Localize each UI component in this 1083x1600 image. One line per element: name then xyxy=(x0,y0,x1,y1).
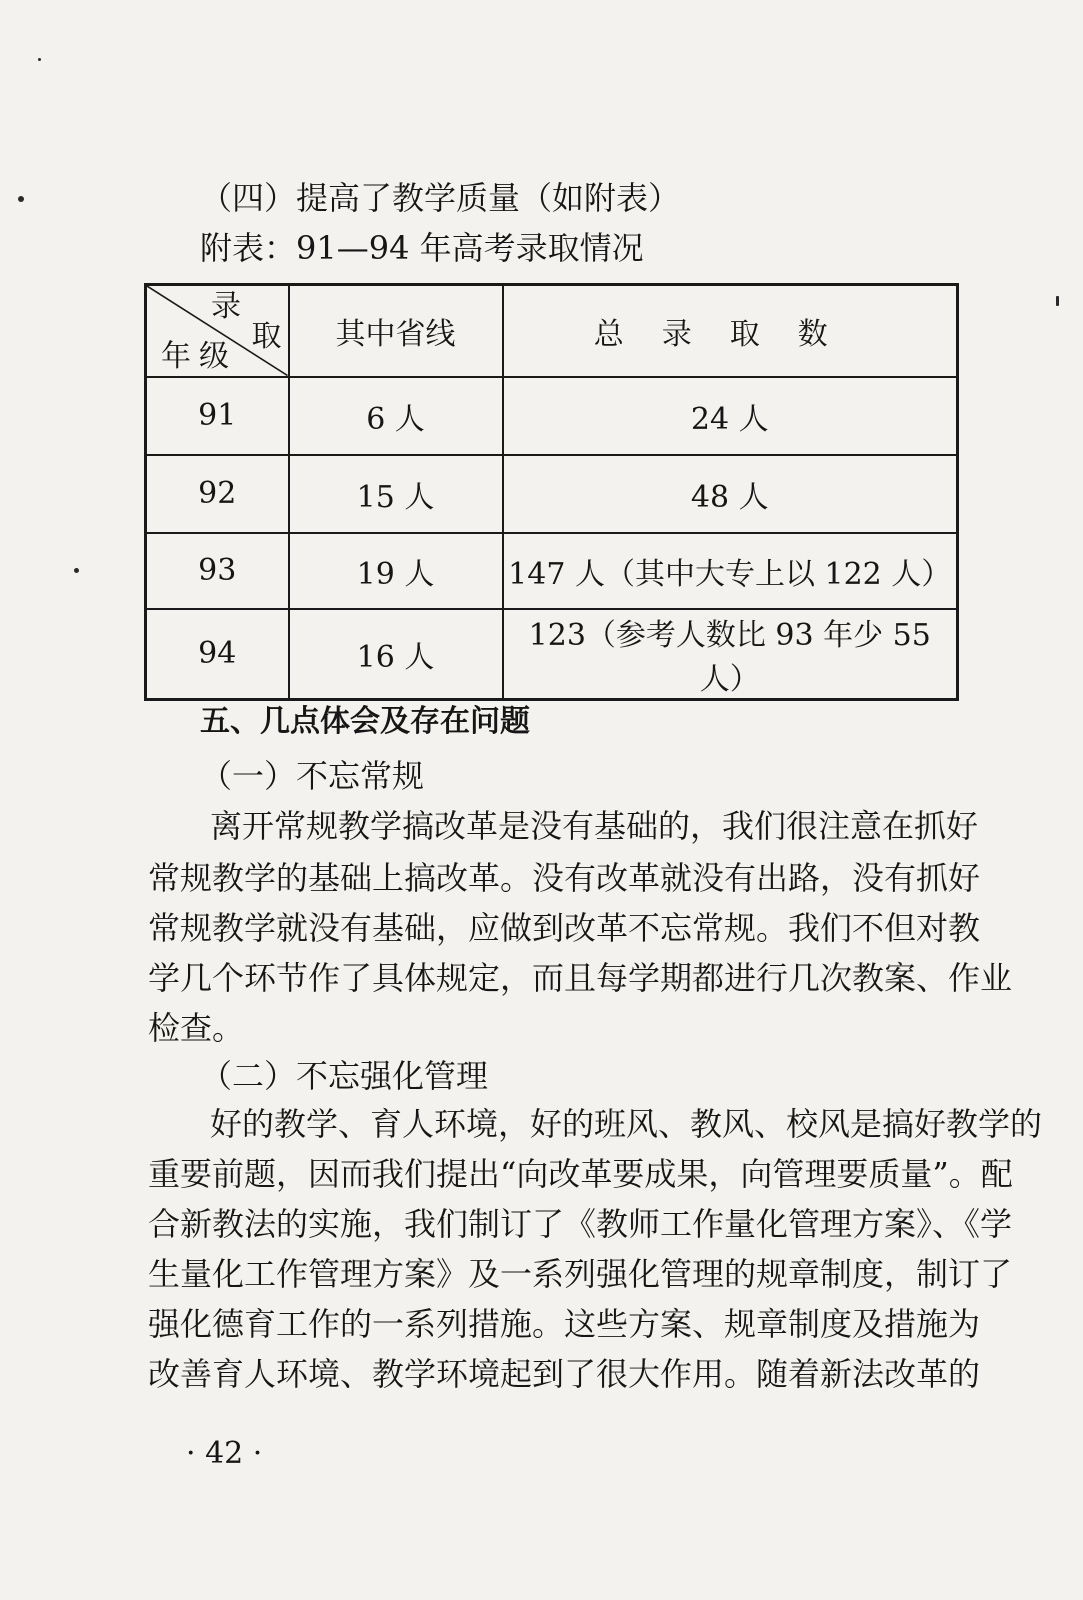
diagonal-bottom-label: 年级 xyxy=(161,338,237,374)
paragraph-line: 检查。 xyxy=(148,1009,245,1047)
total-cell: 48 人 xyxy=(503,455,958,533)
scan-speck xyxy=(1056,296,1059,306)
scan-speck xyxy=(74,568,79,573)
table-caption: 附表：91—94 年高考录取情况 xyxy=(200,229,644,267)
paragraph-line: 合新教法的实施，我们制订了《教师工作量化管理方案》、《学 xyxy=(148,1205,1013,1243)
scan-speck xyxy=(38,58,41,61)
table-row xyxy=(146,455,958,533)
grade-cell: 92 xyxy=(146,455,289,533)
provincial-cell: 16 人 xyxy=(289,609,503,700)
diagonal-header-cell xyxy=(146,285,289,377)
subsection-two-title: （二）不忘强化管理 xyxy=(200,1057,489,1095)
provincial-cell: 6 人 xyxy=(289,377,503,455)
header-total: 总录取数 xyxy=(503,285,958,377)
section-five-heading: 五、几点体会及存在问题 xyxy=(200,704,530,739)
total-cell: 123（参考人数比 93 年少 55 人） xyxy=(503,609,958,700)
admissions-table xyxy=(144,283,959,701)
paragraph-line: 好的教学、育人环境，好的班风、教风、校风是搞好教学的 xyxy=(210,1105,1043,1143)
provincial-cell: 19 人 xyxy=(289,533,503,609)
page-number: · 42 · xyxy=(186,1436,263,1471)
provincial-cell: 15 人 xyxy=(289,455,503,533)
total-cell: 24 人 xyxy=(503,377,958,455)
section-four-title: （四）提高了教学质量（如附表） xyxy=(200,179,681,217)
table-row xyxy=(146,609,958,700)
paragraph-line: 强化德育工作的一系列措施。这些方案、规章制度及措施为 xyxy=(148,1305,981,1343)
paragraph-line: 生量化工作管理方案》及一系列强化管理的规章制度，制订了 xyxy=(148,1255,1013,1293)
subsection-one-title: （一）不忘常规 xyxy=(200,757,425,795)
paragraph-line: 重要前题，因而我们提出“向改革要成果，向管理要质量”。配 xyxy=(148,1155,1013,1193)
paragraph-line: 学几个环节作了具体规定，而且每学期都进行几次教案、作业 xyxy=(148,959,1013,997)
table-row xyxy=(146,533,958,609)
table-row xyxy=(146,377,958,455)
total-cell: 147 人（其中大专上以 122 人） xyxy=(503,533,958,609)
table-header-row xyxy=(146,285,958,377)
grade-cell: 94 xyxy=(146,609,289,700)
grade-cell: 93 xyxy=(146,533,289,609)
paragraph-line: 改善育人环境、教学环境起到了很大作用。随着新法改革的 xyxy=(148,1355,981,1393)
scan-speck xyxy=(18,196,24,202)
paragraph-line: 常规教学的基础上搞改革。没有改革就没有出路，没有抓好 xyxy=(148,859,981,897)
diagonal-top-label-second: 取 xyxy=(251,319,282,354)
diagonal-top-label: 录 xyxy=(211,289,241,324)
grade-cell: 91 xyxy=(146,377,289,455)
paragraph-line: 离开常规教学搞改革是没有基础的，我们很注意在抓好 xyxy=(210,807,979,845)
header-provincial: 其中省线 xyxy=(289,285,503,377)
paragraph-line: 常规教学就没有基础，应做到改革不忘常规。我们不但对教 xyxy=(148,909,981,947)
